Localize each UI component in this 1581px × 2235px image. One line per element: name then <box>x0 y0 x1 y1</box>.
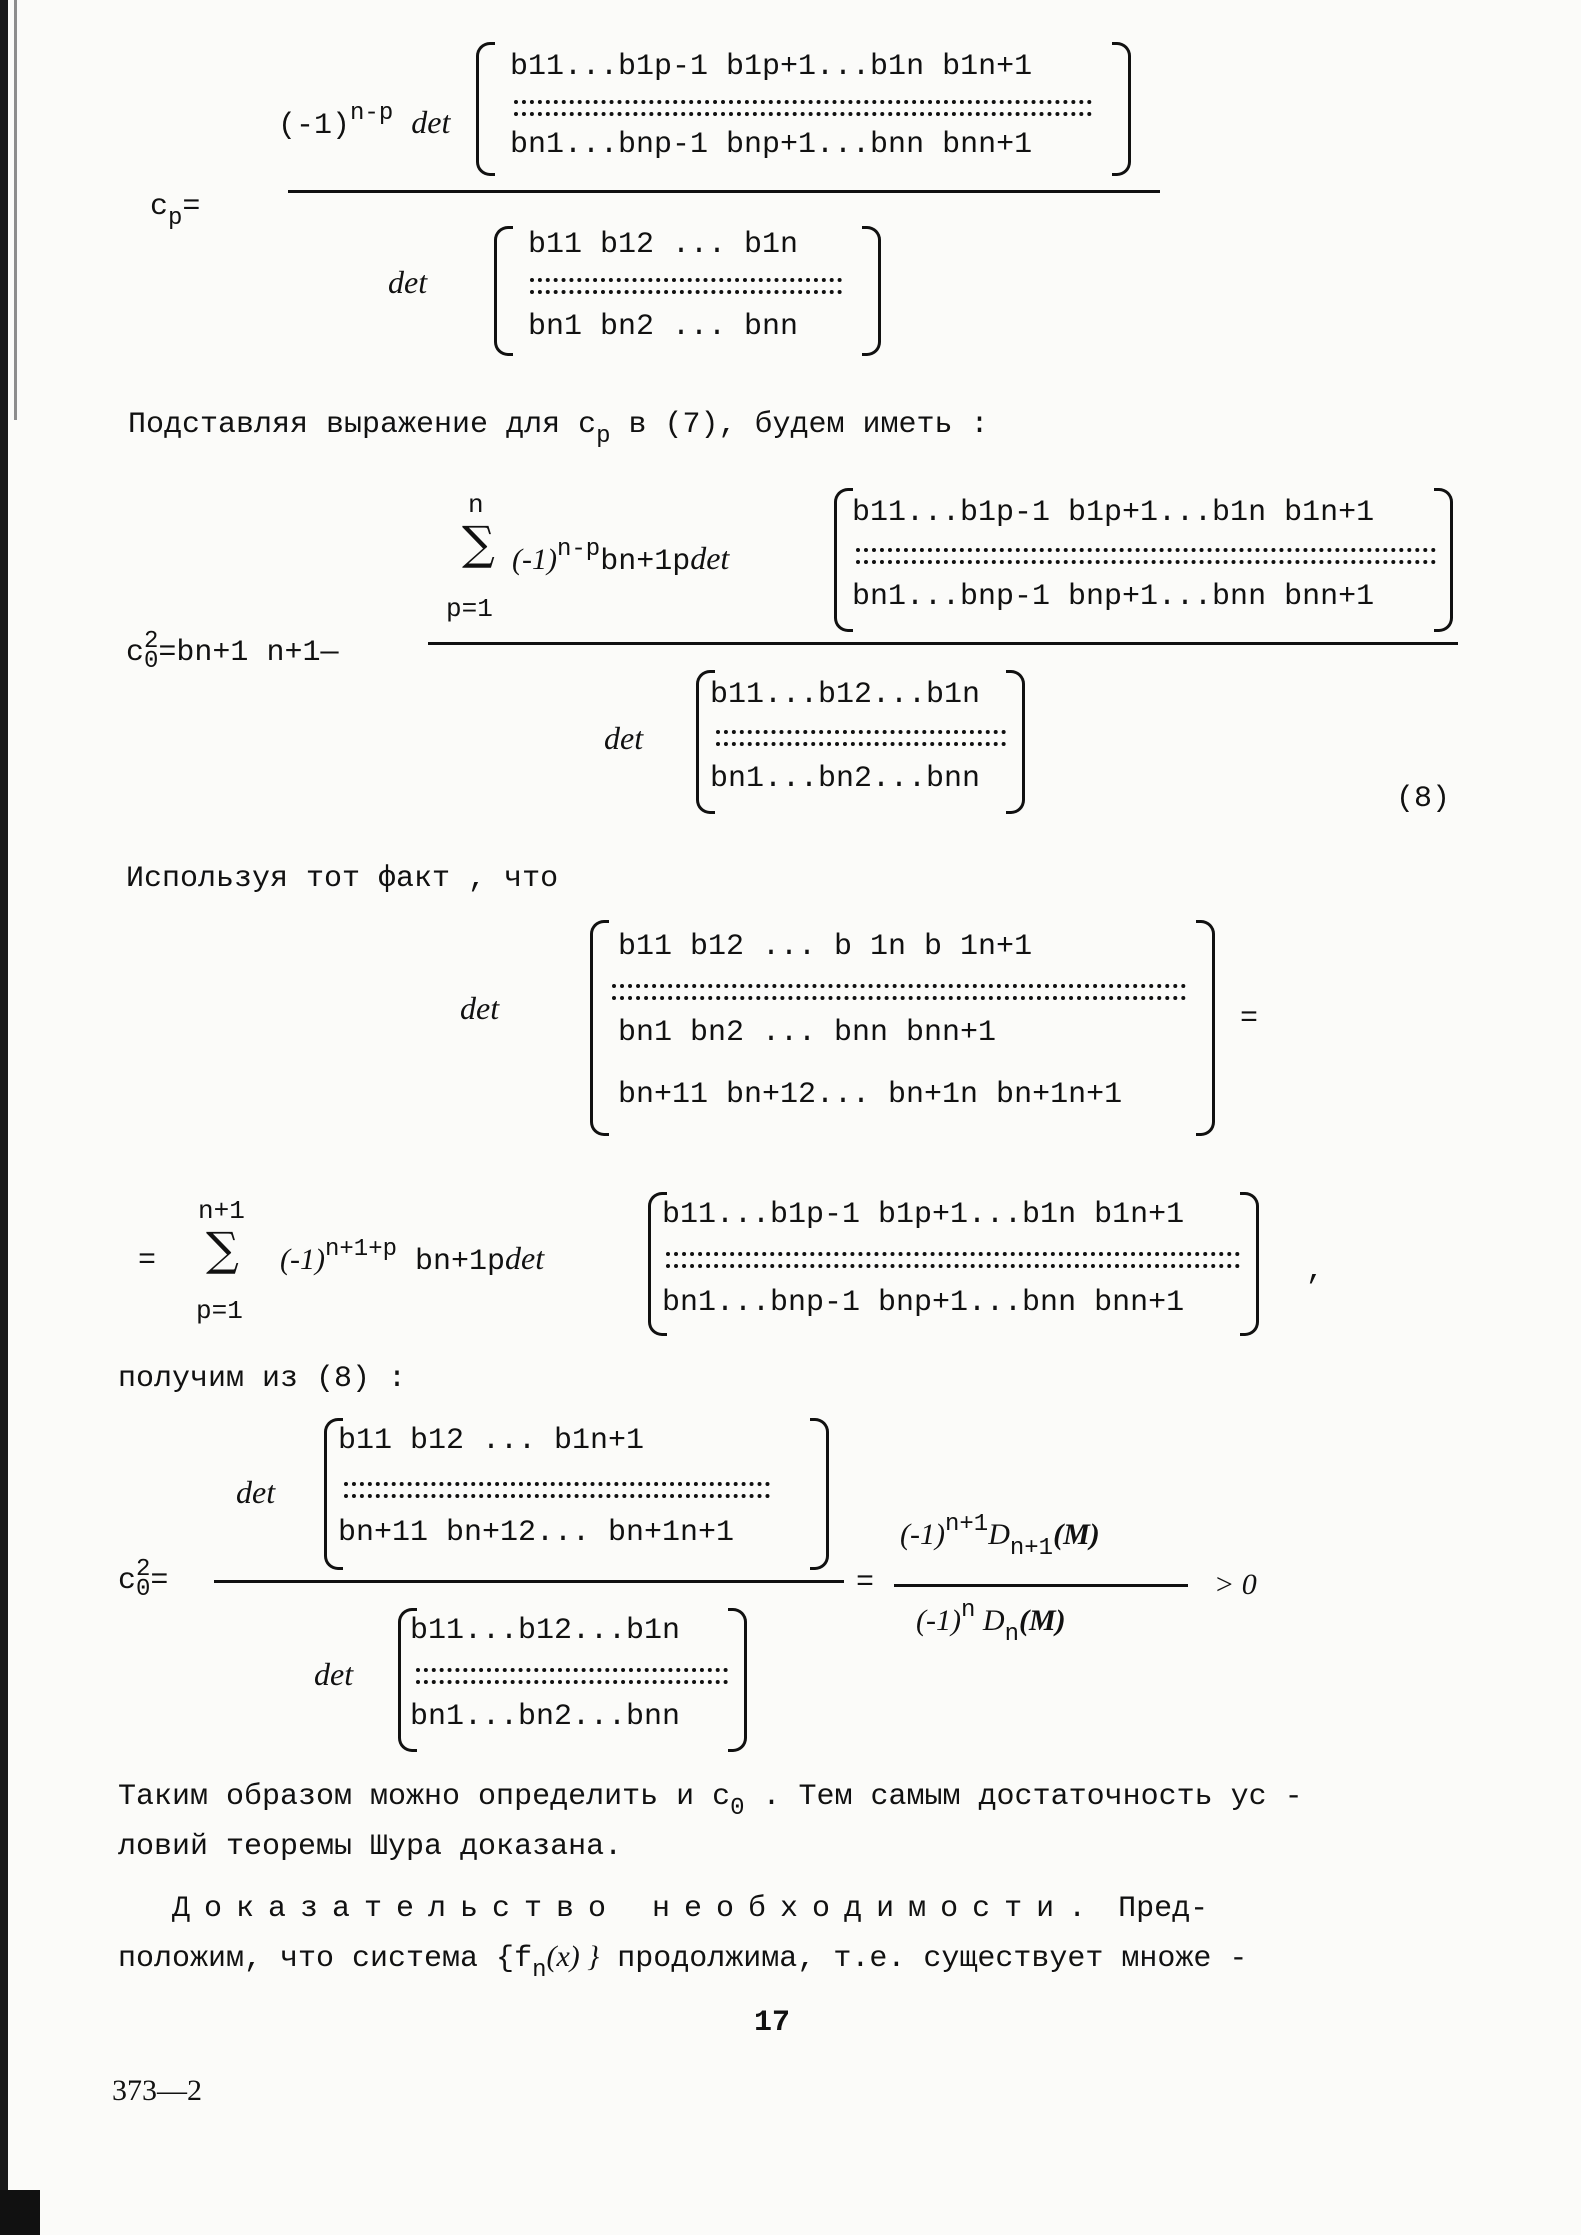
f8-equation-label: (8) <box>1396 782 1451 816</box>
f8-fraction-bar <box>428 642 1458 645</box>
f8-num-bracket-right <box>1434 488 1453 632</box>
sum-sigma: ∑ <box>206 1222 239 1276</box>
final-num-row1: b11 b12 ... b1n+1 <box>338 1424 645 1458</box>
cp-den-dots-2 <box>530 290 842 294</box>
cp-num-dots <box>514 100 1092 104</box>
sum-bracket-right <box>1240 1192 1259 1336</box>
cp-num-row1: b11...b1p-1 b1p+1...b1n b1n+1 <box>510 50 1033 84</box>
fact-dots-2 <box>612 996 1186 1000</box>
cp-den-dots <box>530 278 842 282</box>
fact-bracket-left <box>590 920 609 1136</box>
f8-num-row2: bn1...bnp-1 bnp+1...bnn bnn+1 <box>852 580 1375 614</box>
para2-line1: Доказательство необходимости. Пред- <box>172 1892 1209 1926</box>
f8-den-row2: bn1...bn2...bnn <box>710 762 981 796</box>
final-eq2: = <box>856 1566 875 1600</box>
f8-sigma: ∑ <box>462 516 495 570</box>
sum-dots <box>666 1252 1240 1256</box>
f8-sum-bottom: p=1 <box>446 594 493 624</box>
final-den-det: det <box>314 1656 354 1692</box>
f8-num-dots-2 <box>856 560 1436 564</box>
f8-lhs: c2 0=bn+1 n+1— <box>126 628 339 675</box>
text-substituting: Подставляя выражение для $c_p$ в (7), будем иметь : <box>128 408 989 450</box>
cp-num-row2: bn1...bnp-1 bnp+1...bnn bnn+1 <box>510 128 1033 162</box>
text-we-get: получим из (8) : <box>118 1362 407 1396</box>
final-lhs: c2 0= <box>118 1556 169 1603</box>
final-den-dots <box>416 1668 728 1672</box>
f8-den-det: det <box>604 720 644 756</box>
final-rhs-num: $(-1)^{n+1}D_{n+1}(M)$ <box>900 1511 1100 1562</box>
cp-den-row1: b11 b12 ... b1n <box>528 228 799 262</box>
f8-sum-term: $(-1)^{n-p}bn+1pdet$ <box>512 536 730 579</box>
fact-row3: bn+11 bn+12... bn+1n bn+1n+1 <box>618 1078 1123 1112</box>
text-using-fact: Используя тот факт , что <box>126 862 559 896</box>
cp-num-bracket-right <box>1112 42 1131 176</box>
final-rhs-den: $(-1)^n$ $D_n(M)$ <box>916 1597 1066 1648</box>
final-gt-zero: > 0 <box>1214 1568 1257 1601</box>
f8-den-dots-2 <box>716 742 1006 746</box>
sum-top: n+1 <box>198 1196 245 1226</box>
cp-lhs: $c_p=$ <box>150 190 201 232</box>
cp-den-row2: bn1 bn2 ... bnn <box>528 310 799 344</box>
page-number: 17 <box>754 2006 791 2040</box>
sum-comma: , <box>1306 1254 1325 1288</box>
fact-det: det <box>460 990 500 1026</box>
final-den-dots-2 <box>416 1680 728 1684</box>
final-num-dots <box>344 1482 770 1486</box>
cp-num-dots-2 <box>514 112 1092 116</box>
cp-num-bracket-left <box>476 42 495 176</box>
f8-den-bracket-right <box>1006 670 1025 814</box>
sum-row2: bn1...bnp-1 bnp+1...bnn bnn+1 <box>662 1286 1185 1320</box>
final-num-row2: bn+11 bn+12... bn+1n+1 <box>338 1516 735 1550</box>
fact-bracket-right <box>1196 920 1215 1136</box>
final-fraction-bar <box>214 1580 844 1583</box>
cp-den-bracket-right <box>862 226 881 356</box>
f8-sum-top: n <box>468 490 484 520</box>
para2-line2: положим, что система {$f_n(x)$ } продолжима, т.е. существует множе - <box>118 1940 1248 1984</box>
scan-edge <box>0 0 8 2235</box>
para1-line1: Таким образом можно определить и $c_0$ . Тем самым достаточность ус - <box>118 1780 1303 1822</box>
f8-num-dots <box>856 548 1436 552</box>
f8-den-row1: b11...b12...b1n <box>710 678 981 712</box>
sum-bottom: p=1 <box>196 1296 243 1326</box>
cp-num-sign: $(-1)^{n-p}$ det <box>278 100 451 143</box>
f8-num-bracket-left <box>834 488 853 632</box>
final-rhs-fraction-bar <box>894 1584 1188 1587</box>
sum-row1: b11...b1p-1 b1p+1...b1n b1n+1 <box>662 1198 1185 1232</box>
para1-line2: ловий теоремы Шура доказана. <box>118 1830 623 1864</box>
f8-den-dots <box>716 730 1006 734</box>
scan-corner <box>0 2190 40 2235</box>
final-den-row2: bn1...bn2...bnn <box>410 1700 681 1734</box>
fact-eq: = <box>1240 1002 1259 1036</box>
scan-edge-shadow <box>14 0 17 420</box>
fact-row2: bn1 bn2 ... bnn bnn+1 <box>618 1016 997 1050</box>
fact-row1: b11 b12 ... b 1n b 1n+1 <box>618 930 1033 964</box>
sum-term: $(-1)^{n+1+p}$ bn+1pdet <box>280 1236 545 1279</box>
f8-num-row1: b11...b1p-1 b1p+1...b1n b1n+1 <box>852 496 1375 530</box>
final-num-bracket-right <box>810 1418 829 1570</box>
cp-fraction-bar <box>288 190 1160 193</box>
fact-dots <box>612 984 1186 988</box>
sum-eq: = <box>138 1244 157 1278</box>
final-num-dots-2 <box>344 1494 770 1498</box>
signature-mark: 373—2 <box>112 2074 202 2107</box>
final-den-bracket-right <box>728 1608 747 1752</box>
sum-dots-2 <box>666 1264 1240 1268</box>
final-num-det: det <box>236 1474 276 1510</box>
cp-den-bracket-left <box>494 226 513 356</box>
final-den-row1: b11...b12...b1n <box>410 1614 681 1648</box>
cp-den-det: det <box>388 264 428 300</box>
